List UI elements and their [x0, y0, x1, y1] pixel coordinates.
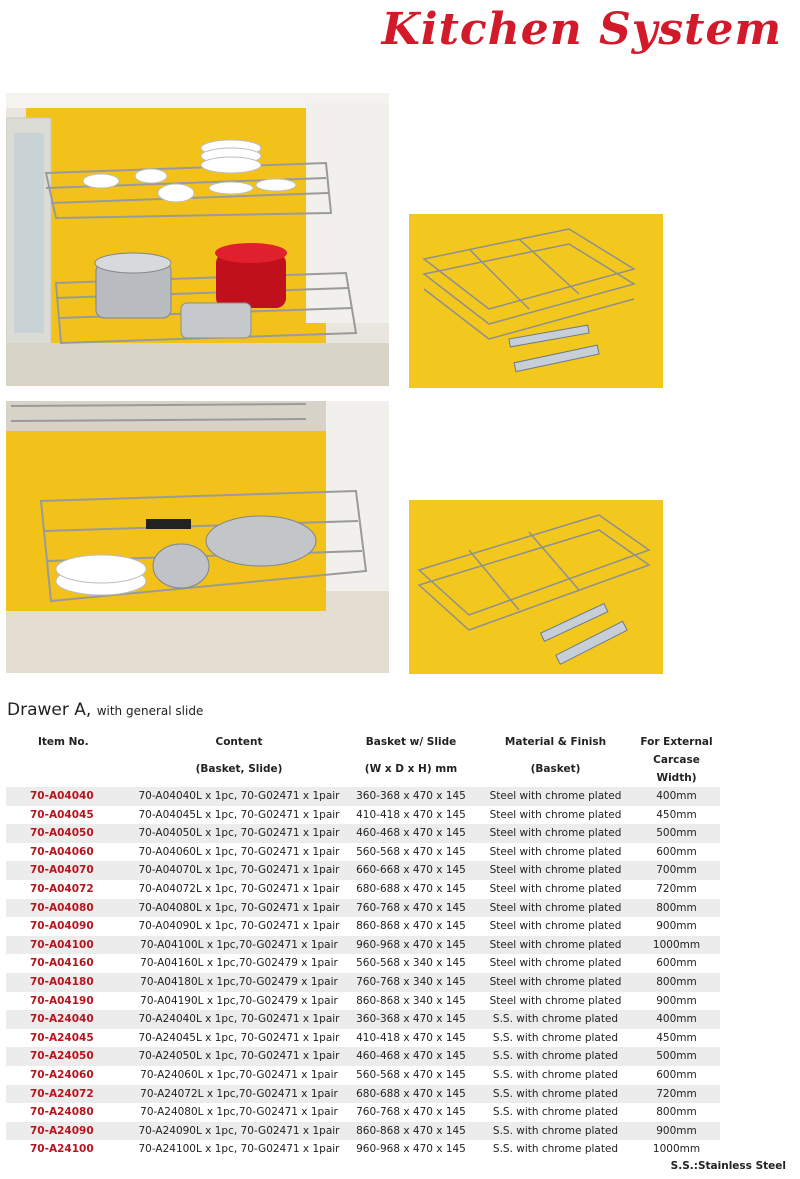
cell-item-no: 70-A04060: [30, 845, 94, 858]
cell-basket-size: 560-568 x 470 x 145: [356, 1068, 466, 1081]
cell-basket-size: 560-568 x 470 x 145: [356, 845, 466, 858]
cell-content: 70-A04040L x 1pc, 70-G02471 x 1pair: [134, 787, 344, 806]
cell-material: Steel with chrome plated: [478, 936, 633, 955]
table-row: [6, 1047, 720, 1066]
cell-item-no: 70-A04080: [6, 899, 134, 918]
cell-carcase-width: 900mm: [656, 994, 697, 1007]
cell-material: Steel with chrome plated: [478, 861, 633, 880]
cell-item-no: 70-A24080: [30, 1106, 94, 1119]
cell-material: Steel with chrome plated: [478, 824, 633, 843]
basket-slide-photo-2: [409, 500, 663, 674]
cell-material: Steel with chrome plated: [489, 957, 622, 970]
cell-carcase-width: 800mm: [633, 973, 720, 992]
cell-item-no: 70-A24040: [6, 1010, 134, 1029]
cell-item-no: 70-A24060: [30, 1068, 94, 1081]
table-row: [6, 899, 720, 918]
table-row: [6, 1085, 720, 1104]
cell-item-no: 70-A04045: [30, 808, 94, 821]
header-material: Material & Finish: [504, 736, 607, 748]
cell-material: S.S. with chrome plated: [492, 1106, 619, 1119]
table-row: [6, 1029, 720, 1048]
cell-material: Steel with chrome plated: [489, 845, 622, 858]
cell-carcase-width: 600mm: [656, 957, 697, 970]
cell-item-no: 70-A24045: [30, 1031, 94, 1044]
header-item-no-sub: [6, 751, 134, 787]
basket-drawer-photo: [6, 401, 389, 673]
header-carcase-width-sub: Carcase Width): [653, 754, 700, 784]
cell-material: S.S. with chrome plated: [492, 1031, 619, 1044]
table-row: [6, 1103, 720, 1122]
cell-carcase-width: 600mm: [656, 1068, 697, 1081]
cell-content: 70-A04045L x 1pc, 70-G02471 x 1pair: [138, 808, 340, 821]
cell-content: 70-A24100L x 1pc, 70-G02471 x 1pair: [138, 1143, 340, 1156]
cell-content: 70-A04190L x 1pc,70-G02479 x 1pair: [140, 994, 338, 1007]
cell-content: 70-A24045L x 1pc, 70-G02471 x 1pair: [138, 1031, 340, 1044]
cell-carcase-width: 700mm: [633, 861, 720, 880]
cell-material: Steel with chrome plated: [489, 882, 622, 895]
table-row: [6, 824, 720, 843]
cell-carcase-width: 800mm: [656, 1106, 697, 1119]
cell-item-no: 70-A24050: [6, 1047, 134, 1066]
cell-basket-size: 560-568 x 340 x 145: [356, 957, 466, 970]
cell-basket-size: 860-868 x 470 x 145: [356, 920, 466, 933]
table-header-row-1: [6, 733, 720, 751]
cell-carcase-width: 500mm: [633, 824, 720, 843]
header-content: Content: [215, 736, 263, 748]
cell-content: 70-A24072L x 1pc,70-G02471 x 1pair: [134, 1085, 344, 1104]
cell-carcase-width: 450mm: [656, 1031, 697, 1044]
cell-carcase-width: 450mm: [656, 808, 697, 821]
product-table: [6, 733, 720, 1159]
cell-item-no: 70-A04072: [30, 882, 94, 895]
cell-material: S.S. with chrome plated: [478, 1122, 633, 1141]
cell-material: S.S. with chrome plated: [492, 1068, 619, 1081]
cell-content: 70-A24080L x 1pc,70-G02471 x 1pair: [140, 1106, 338, 1119]
cell-basket-size: 360-368 x 470 x 145: [344, 1010, 478, 1029]
cell-carcase-width: 400mm: [633, 787, 720, 806]
cell-item-no: 70-A24090: [6, 1122, 134, 1141]
header-item-no: Item No.: [38, 736, 89, 748]
cell-carcase-width: 720mm: [656, 882, 697, 895]
table-row: [6, 861, 720, 880]
basket-slide-photo-1: [409, 214, 663, 388]
cell-basket-size: 960-968 x 470 x 145: [344, 936, 478, 955]
cell-content: 70-A24040L x 1pc, 70-G02471 x 1pair: [134, 1010, 344, 1029]
cell-content: 70-A04060L x 1pc, 70-G02471 x 1pair: [138, 845, 340, 858]
cell-item-no: 70-A04090: [30, 920, 94, 933]
cell-item-no: 70-A04100: [6, 936, 134, 955]
table-row: [6, 880, 720, 899]
cell-material: Steel with chrome plated: [489, 920, 622, 933]
cell-basket-size: 760-768 x 470 x 145: [356, 1106, 466, 1119]
section-subtitle: with general slide: [96, 704, 204, 718]
cell-content: 70-A04080L x 1pc, 70-G02471 x 1pair: [134, 899, 344, 918]
cell-basket-size: 860-868 x 470 x 145: [344, 1122, 478, 1141]
cell-carcase-width: 400mm: [633, 1010, 720, 1029]
cell-content: 70-A04050L x 1pc, 70-G02471 x 1pair: [134, 824, 344, 843]
cell-basket-size: 760-768 x 470 x 145: [344, 899, 478, 918]
cell-carcase-width: 600mm: [656, 845, 697, 858]
cell-material: S.S. with chrome plated: [478, 1047, 633, 1066]
table-row: [6, 843, 720, 862]
header-basket-size: Basket w/ Slide: [365, 736, 457, 748]
cell-basket-size: 760-768 x 340 x 145: [344, 973, 478, 992]
cell-carcase-width: 1000mm: [633, 936, 720, 955]
cell-basket-size: 410-418 x 470 x 145: [356, 1031, 466, 1044]
cell-carcase-width: 720mm: [633, 1085, 720, 1104]
cell-item-no: 70-A04040: [6, 787, 134, 806]
cell-material: S.S. with chrome plated: [492, 1143, 619, 1156]
cell-material: Steel with chrome plated: [489, 994, 622, 1007]
footnote: S.S.:Stainless Steel: [670, 1160, 786, 1172]
cell-basket-size: 660-668 x 470 x 145: [344, 861, 478, 880]
cell-content: 70-A24090L x 1pc, 70-G02471 x 1pair: [134, 1122, 344, 1141]
cell-basket-size: 680-688 x 470 x 145: [356, 882, 466, 895]
cell-carcase-width: 1000mm: [652, 1143, 701, 1156]
header-material-sub: (Basket): [530, 763, 581, 775]
cell-item-no: 70-A24100: [30, 1143, 94, 1156]
cell-carcase-width: 900mm: [656, 920, 697, 933]
cell-content: 70-A04160L x 1pc,70-G02479 x 1pair: [140, 957, 338, 970]
cell-carcase-width: 500mm: [633, 1047, 720, 1066]
cell-carcase-width: 900mm: [633, 1122, 720, 1141]
cell-basket-size: 360-368 x 470 x 145: [344, 787, 478, 806]
page-title: Kitchen System: [381, 4, 782, 55]
table-row: [6, 936, 720, 955]
cabinet-drawers-photo: [6, 93, 389, 386]
cell-content: 70-A04090L x 1pc, 70-G02471 x 1pair: [138, 920, 340, 933]
table-row: [6, 917, 720, 936]
table-header-row-2: [6, 751, 720, 787]
header-content-sub: (Basket, Slide): [195, 763, 283, 775]
cell-material: Steel with chrome plated: [478, 899, 633, 918]
table-row: [6, 1066, 720, 1085]
cell-content: 70-A04070L x 1pc, 70-G02471 x 1pair: [134, 861, 344, 880]
cell-item-no: 70-A04160: [30, 957, 94, 970]
cell-content: 70-A04072L x 1pc, 70-G02471 x 1pair: [138, 882, 340, 895]
cell-content: 70-A24050L x 1pc, 70-G02471 x 1pair: [134, 1047, 344, 1066]
cell-material: Steel with chrome plated: [478, 787, 633, 806]
cell-item-no: 70-A04070: [6, 861, 134, 880]
cell-basket-size: 460-468 x 470 x 145: [344, 824, 478, 843]
header-basket-size-sub: (W x D x H) mm: [364, 763, 458, 775]
cell-basket-size: 410-418 x 470 x 145: [356, 808, 466, 821]
table-row: [6, 787, 720, 806]
cell-item-no: 70-A04180: [6, 973, 134, 992]
table-row: [6, 954, 720, 973]
table-row: [6, 1010, 720, 1029]
cell-material: S.S. with chrome plated: [478, 1085, 633, 1104]
cell-item-no: 70-A24072: [6, 1085, 134, 1104]
cell-content: 70-A04100L x 1pc,70-G02471 x 1pair: [134, 936, 344, 955]
cell-basket-size: 460-468 x 470 x 145: [344, 1047, 478, 1066]
section-heading: Drawer A,: [7, 700, 92, 720]
cell-basket-size: 860-868 x 340 x 145: [356, 994, 466, 1007]
section-title: [7, 700, 203, 720]
cell-basket-size: 960-968 x 470 x 145: [356, 1143, 466, 1156]
cell-item-no: 70-A04190: [30, 994, 94, 1007]
cell-basket-size: 680-688 x 470 x 145: [344, 1085, 478, 1104]
table-row: [6, 973, 720, 992]
header-carcase-width: For External: [640, 736, 713, 748]
cell-material: Steel with chrome plated: [478, 973, 633, 992]
cell-content: 70-A04180L x 1pc,70-G02479 x 1pair: [134, 973, 344, 992]
cell-item-no: 70-A04050: [6, 824, 134, 843]
cell-material: S.S. with chrome plated: [478, 1010, 633, 1029]
cell-carcase-width: 800mm: [633, 899, 720, 918]
table-row: [6, 1122, 720, 1141]
table-row: [6, 992, 720, 1011]
table-row: [6, 806, 720, 825]
cell-material: Steel with chrome plated: [489, 808, 622, 821]
cell-content: 70-A24060L x 1pc,70-G02471 x 1pair: [140, 1068, 338, 1081]
table-row: [6, 1140, 720, 1159]
